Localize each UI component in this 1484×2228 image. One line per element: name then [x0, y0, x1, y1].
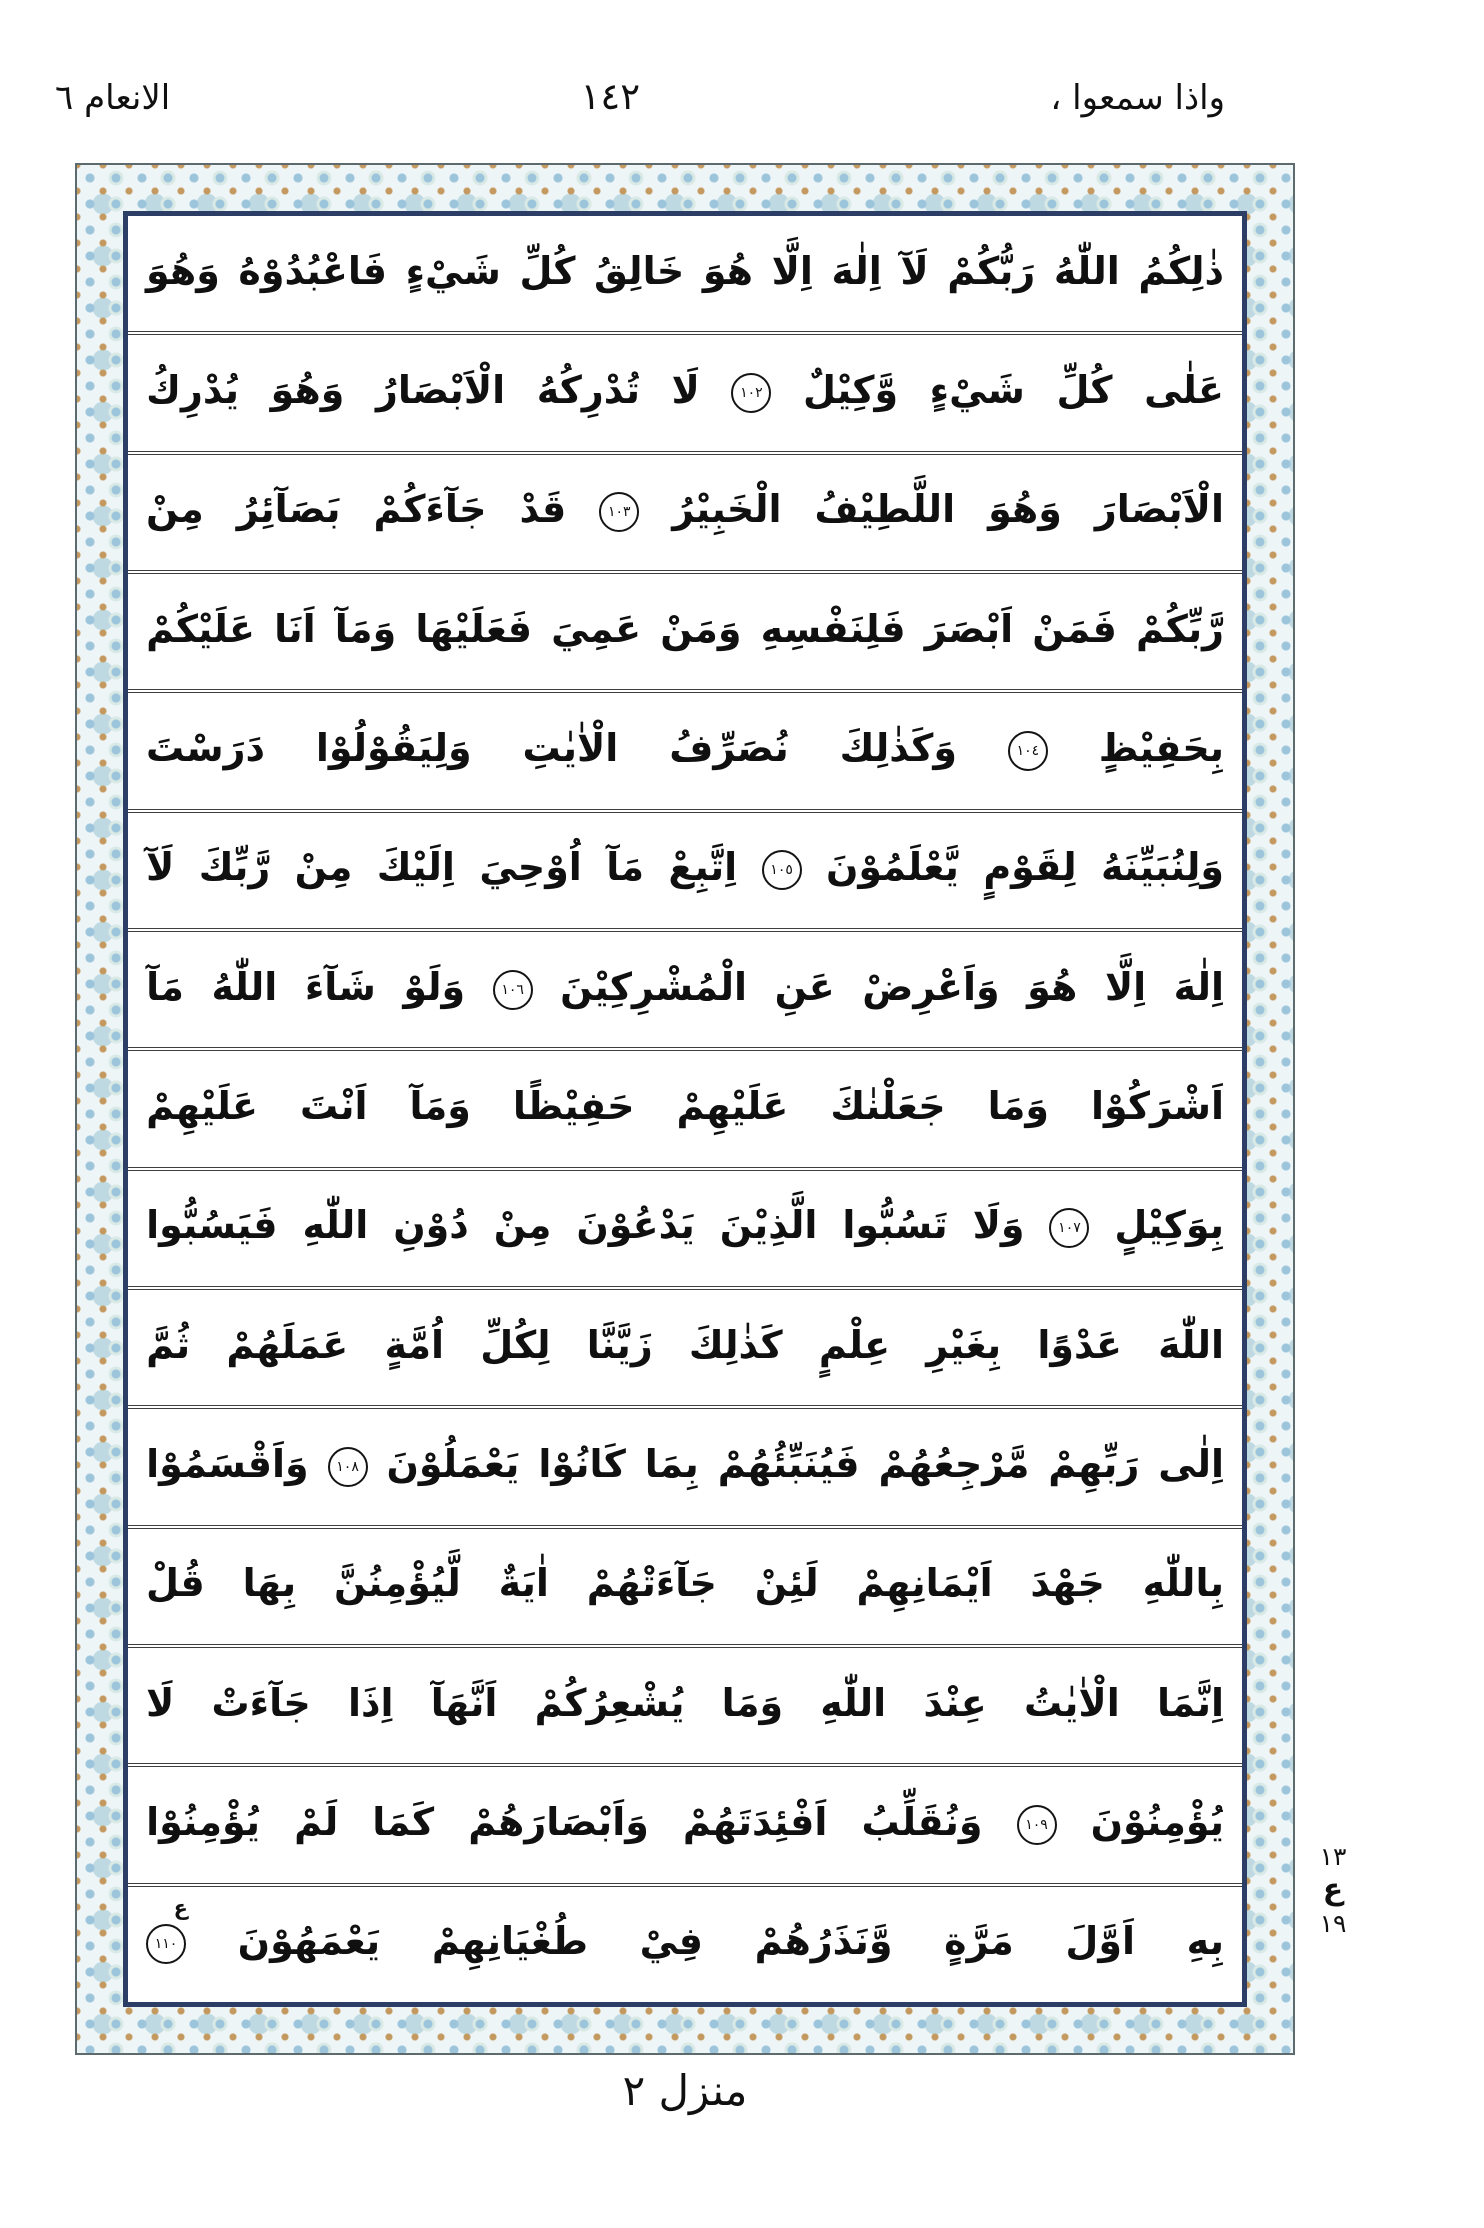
- quran-line: [128, 1648, 1242, 1767]
- quran-word: مَآ: [606, 845, 645, 890]
- quran-word: الْمُشْرِكِيْنَ: [560, 964, 748, 1009]
- quran-word: بِهَا: [242, 1561, 297, 1606]
- quran-word: اِلٰى: [1158, 1441, 1224, 1486]
- quran-word: عَدْوًا: [1037, 1322, 1122, 1367]
- quran-word: اِلَّا: [1104, 964, 1147, 1009]
- quran-word: لِكُلِّ: [480, 1322, 551, 1367]
- quran-word: مِنْ: [146, 487, 204, 532]
- quran-word: لَّيُؤْمِنُنَّ: [333, 1561, 461, 1606]
- quran-word: فَعَلَيْهَا: [415, 606, 533, 651]
- quran-word: جَآءَتْهُمْ: [586, 1561, 717, 1606]
- quran-word: اَنَّهَآ: [430, 1680, 498, 1725]
- quran-word: عَلٰى: [1144, 367, 1224, 412]
- quran-word: عَلَيْكُمْ: [146, 606, 255, 651]
- quran-word: وَنُقَلِّبُ: [861, 1799, 983, 1844]
- ayah-end-marker: ١٠٨: [328, 1447, 368, 1487]
- quran-word: جَآءَكُمْ: [373, 487, 487, 532]
- quran-word: وَلَوْ: [403, 964, 466, 1009]
- page-header: [55, 40, 1295, 118]
- quran-line: [128, 932, 1242, 1051]
- quran-word: وَاَبْصَارَهُمْ: [468, 1799, 649, 1844]
- quran-word: اَفْئِدَتَهُمْ: [682, 1799, 828, 1844]
- manzil-label: منزل ٢: [622, 2066, 748, 2115]
- quran-word: اِلَيْكَ: [376, 845, 455, 890]
- page-number: ١٤٢: [580, 75, 641, 118]
- quran-word: وَاَقْسَمُوْا: [146, 1441, 309, 1486]
- quran-word: رَّبِّكَ: [198, 845, 271, 890]
- quran-word: رَبُّكُمْ: [947, 248, 1036, 293]
- quran-line: [128, 813, 1242, 932]
- quran-word: اللّٰهُ: [1053, 248, 1120, 293]
- quran-word: بِهِ: [1186, 1919, 1224, 1964]
- quran-line: [128, 1171, 1242, 1290]
- quran-line: [128, 1767, 1242, 1886]
- quran-line: [128, 1887, 1242, 2002]
- ruku-margin-marker: [1304, 1842, 1362, 1938]
- quran-word: تُدْرِكُهُ: [536, 367, 640, 412]
- quran-word: وَّنَذَرُهُمْ: [754, 1919, 893, 1964]
- quran-word: فَيُنَبِّئُهُمْ: [717, 1441, 860, 1486]
- quran-word: عَمَلَهُمْ: [226, 1322, 349, 1367]
- quran-word: وَمَا: [721, 1680, 784, 1725]
- quran-word: كَمَا: [372, 1799, 435, 1844]
- quran-word: مَآ: [146, 964, 184, 1009]
- quran-word: يُؤْمِنُوْا: [146, 1799, 261, 1844]
- quran-word: عَنِ: [774, 964, 835, 1009]
- quran-word: اُمَّةٍ: [384, 1322, 445, 1367]
- quran-word: ثُمَّ: [146, 1322, 191, 1367]
- quran-word: عَمِيَ: [551, 606, 642, 651]
- quran-word: عَلَيْهِمْ: [676, 1083, 789, 1128]
- quran-word: وَهُوَ: [988, 487, 1062, 532]
- quran-word: الْاَبْصَارُ: [375, 367, 506, 412]
- quran-word: فِيْ: [639, 1919, 703, 1964]
- quran-word: وَهُوَ: [146, 248, 220, 293]
- ayah-end-marker: ١٠٦: [493, 970, 533, 1010]
- quran-word: يَعْمَهُوْنَ: [237, 1919, 381, 1964]
- ruku-surah-count: ١٣: [1319, 1842, 1347, 1871]
- quran-word: الْاٰيٰتِ: [522, 725, 619, 770]
- quran-word: الْاَبْصَارَ: [1094, 487, 1224, 532]
- quran-word: يَّعْلَمُوْنَ: [825, 845, 959, 890]
- quran-word: نُصَرِّفُ: [669, 725, 789, 770]
- quran-word: اَوَّلَ: [1065, 1919, 1136, 1964]
- quran-word: اِلٰهَ: [1173, 964, 1224, 1009]
- quran-word: شَيْءٍ: [929, 367, 1025, 412]
- quran-word: قَدْ: [519, 487, 567, 532]
- quran-word: دُوْنِ: [393, 1203, 469, 1248]
- quran-word: فَاعْبُدُوْهُ: [238, 248, 388, 293]
- quran-word: جَعَلْنٰكَ: [830, 1083, 946, 1128]
- quran-word: اَنَا: [274, 606, 316, 651]
- quran-line: [128, 574, 1242, 693]
- quran-word: وَمَا: [987, 1083, 1050, 1128]
- quran-word: اللَّطِيْفُ: [814, 487, 956, 532]
- quran-word: يَعْمَلُوْنَ: [386, 1441, 520, 1486]
- quran-word: بِحَفِيْظٍ: [1098, 725, 1224, 770]
- quran-word: بِغَيْرِ: [926, 1322, 1002, 1367]
- quran-word: يُؤْمِنُوْنَ: [1090, 1799, 1224, 1844]
- quran-word: مَّرْجِعُهُمْ: [878, 1441, 1030, 1486]
- ayah-end-marker: ١٠٧: [1049, 1208, 1089, 1248]
- quran-word: عِلْمٍ: [818, 1322, 891, 1367]
- quran-word: اَيْمَانِهِمْ: [856, 1561, 993, 1606]
- quran-word: اٰيَةٌ: [498, 1561, 549, 1606]
- quran-word: وَكَذٰلِكَ: [839, 725, 957, 770]
- quran-word: طُغْيَانِهِمْ: [431, 1919, 589, 1964]
- quran-line: [128, 216, 1242, 335]
- quran-word: اِذَا: [347, 1680, 394, 1725]
- quran-word: اللّٰهَ: [1158, 1322, 1224, 1367]
- quran-word: بِاللّٰهِ: [1142, 1561, 1224, 1606]
- quran-word: كُلِّ: [1056, 367, 1113, 412]
- quran-line: [128, 693, 1242, 812]
- quran-word: تَسُبُّوا: [842, 1203, 948, 1248]
- quran-word: هُوَ: [1027, 964, 1078, 1009]
- quran-word: لِقَوْمٍ: [983, 845, 1077, 890]
- quran-word: اللّٰهِ: [820, 1680, 887, 1725]
- quran-word: اللّٰهِ: [302, 1203, 369, 1248]
- page-footer: [75, 2066, 1295, 2115]
- quran-word: مَرَّةٍ: [944, 1919, 1014, 1964]
- quran-word: رَبِّهِمْ: [1048, 1441, 1140, 1486]
- ain-ruku-icon: ع: [1322, 1872, 1344, 1907]
- quran-word: وَهُوَ: [270, 367, 345, 412]
- quran-word: اَشْرَكُوْا: [1091, 1083, 1224, 1128]
- quran-word: يَدْعُوْنَ: [576, 1203, 695, 1248]
- ayah-end-marker: ١١٠ ع: [146, 1924, 186, 1964]
- rub-label: واذا سمعوا ،: [1050, 78, 1225, 118]
- quran-word: وَاَعْرِضْ: [862, 964, 1000, 1009]
- quran-word: وَلِيَقُوْلُوْا: [315, 725, 472, 770]
- quran-word: بَصَآئِرُ: [236, 487, 341, 532]
- quran-word: اَنْتَ: [299, 1083, 368, 1128]
- quran-word: فَلِنَفْسِهِ: [760, 606, 906, 651]
- quran-line: [128, 1051, 1242, 1170]
- quran-word: لَا: [146, 1680, 175, 1725]
- quran-word: وَمَآ: [409, 1083, 471, 1128]
- quran-word: لَمْ: [294, 1799, 339, 1844]
- quran-word: وَمَآ: [334, 606, 397, 651]
- quran-word: عَلَيْهِمْ: [146, 1083, 258, 1128]
- quran-word: فَمَنْ: [1032, 606, 1117, 651]
- ruku-juz-count: ١٩: [1319, 1909, 1347, 1938]
- quran-word: لَآ: [900, 248, 929, 293]
- quran-line: [128, 455, 1242, 574]
- quran-word: كُلِّ: [519, 248, 576, 293]
- quran-line: [128, 1409, 1242, 1528]
- quran-word: الْخَبِيْرُ: [672, 487, 782, 532]
- quran-word: اُوْحِيَ: [479, 845, 582, 890]
- quran-line: [128, 1529, 1242, 1648]
- quran-word: الْاٰيٰتُ: [1023, 1680, 1120, 1725]
- quran-word: حَفِيْظًا: [512, 1083, 635, 1128]
- quran-word: شَآءَ: [304, 964, 376, 1009]
- quran-word: شَيْءٍ: [405, 248, 501, 293]
- quran-word: ذٰلِكُمُ: [1138, 248, 1224, 293]
- quran-word: لَا: [671, 367, 700, 412]
- ayah-end-marker: ١٠٢: [731, 373, 771, 413]
- quran-word: اِلَّا: [771, 248, 813, 293]
- quran-word: جَهْدَ: [1030, 1561, 1105, 1606]
- surah-label: الانعام ٦: [55, 78, 171, 118]
- quran-word: قُلْ: [146, 1561, 205, 1606]
- quran-line: [128, 335, 1242, 454]
- quran-word: بِوَكِيْلٍ: [1114, 1203, 1224, 1248]
- quran-word: خَالِقُ: [594, 248, 685, 293]
- quran-text-area: [123, 211, 1247, 2007]
- quran-word: عِنْدَ: [923, 1680, 987, 1725]
- quran-word: لَآ: [146, 845, 175, 890]
- quran-word: زَيَّنَّا: [586, 1322, 653, 1367]
- ayah-end-marker: ١٠٣: [599, 492, 639, 532]
- quran-word: وَّكِيْلٌ: [802, 367, 899, 412]
- quran-word: اِنَّمَا: [1156, 1680, 1224, 1725]
- quran-word: رَّبِّكُمْ: [1135, 606, 1224, 651]
- quran-word: فَيَسُبُّوا: [146, 1203, 278, 1248]
- quran-word: لَئِنْ: [754, 1561, 819, 1606]
- quran-word: وَلَا: [972, 1203, 1025, 1248]
- quran-word: اِتَّبِعْ: [668, 845, 738, 890]
- quran-word: وَمَنْ: [660, 606, 742, 651]
- decorative-border-frame: [75, 163, 1295, 2055]
- quran-word: بِمَا: [644, 1441, 699, 1486]
- quran-word: مِنْ: [294, 845, 353, 890]
- quran-word: دَرَسْتَ: [146, 725, 265, 770]
- quran-word: اَبْصَرَ: [924, 606, 1014, 651]
- quran-word: كَذٰلِكَ: [688, 1322, 783, 1367]
- quran-word: كَانُوْا: [538, 1441, 626, 1486]
- quran-word: يُدْرِكُ: [146, 367, 240, 412]
- quran-word: مِنْ: [493, 1203, 552, 1248]
- quran-word: هُوَ: [702, 248, 753, 293]
- ayah-end-marker: ١٠٥: [762, 850, 802, 890]
- quran-line: [128, 1290, 1242, 1409]
- quran-word: اِلٰهَ: [831, 248, 882, 293]
- quran-word: الَّذِيْنَ: [719, 1203, 818, 1248]
- quran-word: اللّٰهُ: [211, 964, 278, 1009]
- quran-word: وَلِنُبَيِّنَهُ: [1101, 845, 1224, 890]
- ain-ruku-icon: ع: [173, 1896, 189, 1921]
- quran-word: جَآءَتْ: [211, 1680, 311, 1725]
- ayah-end-marker: ١٠٩: [1017, 1805, 1057, 1845]
- ayah-end-marker: ١٠٤: [1008, 731, 1048, 771]
- quran-word: يُشْعِرُكُمْ: [534, 1680, 685, 1725]
